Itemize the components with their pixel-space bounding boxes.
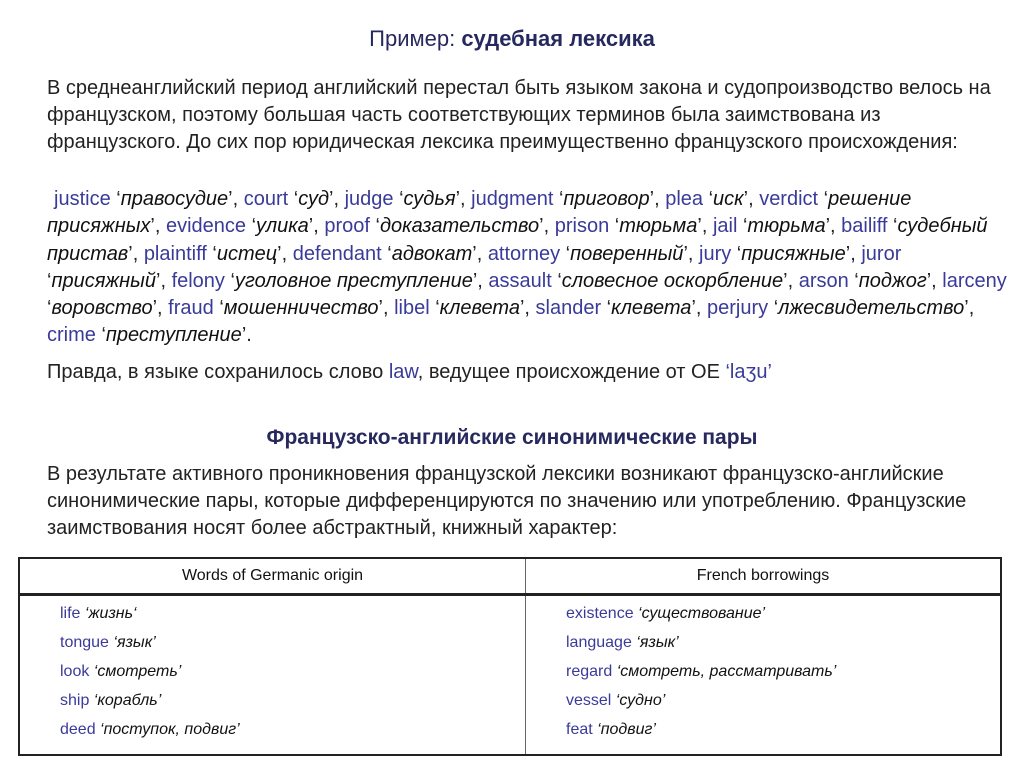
pair-russian: ‘корабль’ <box>93 692 162 709</box>
term-item: perjury ‘лжесвидетельство’, <box>707 297 975 320</box>
table-header-row <box>19 558 1001 595</box>
pair-english: deed <box>60 721 101 738</box>
table-row <box>19 595 1001 756</box>
term-item: proof ‘доказательство’, <box>324 215 555 238</box>
header-french: French borrowings <box>526 558 1002 595</box>
term-item: libel ‘клевета’, <box>394 297 536 320</box>
word-pair <box>566 630 1000 659</box>
term-english: fraud <box>168 297 214 320</box>
header-germanic: Words of Germanic origin <box>19 558 526 595</box>
term-item: evidence ‘улика’, <box>165 215 325 238</box>
term-russian: уголовное преступление <box>234 269 473 292</box>
pair-english: look <box>60 663 94 680</box>
term-russian: решение присяжных <box>47 188 912 238</box>
term-item: bailiff ‘судебный пристав’, <box>47 215 988 265</box>
word-pair <box>566 688 1000 717</box>
term-russian: доказательство <box>379 215 540 238</box>
term-russian: клевета <box>611 297 692 320</box>
term-english: attorney <box>487 242 561 265</box>
term-item: juror ‘присяжный’, <box>47 242 902 292</box>
term-russian: клевета <box>439 297 520 320</box>
pair-english: existence <box>566 605 639 622</box>
pair-english: feat <box>566 721 598 738</box>
term-english: perjury <box>707 297 769 320</box>
section-title: Французско-английские синонимические пары <box>266 426 758 449</box>
term-russian: мошенничество <box>223 297 379 320</box>
pair-english: life <box>60 605 85 622</box>
pair-russian: ‘подвиг’ <box>597 721 656 738</box>
word-pair <box>60 630 525 659</box>
term-russian: адвокат <box>391 242 473 265</box>
germanic-words-cell <box>19 595 526 756</box>
pair-russian: ‘смотреть’ <box>93 663 182 680</box>
term-item: fraud ‘мошенничество’, <box>168 297 395 320</box>
term-russian: лжесвидетельство <box>778 297 965 320</box>
term-russian: судья <box>403 188 456 210</box>
term-item: defendant ‘адвокат’, <box>292 242 488 265</box>
word-pair <box>60 601 525 630</box>
word-pair <box>566 601 1000 630</box>
term-item: justice ‘правосудие’, <box>54 188 244 210</box>
term-russian: улика <box>256 215 309 238</box>
term-russian: тюрьма <box>747 215 826 238</box>
intro-paragraph: В среднеанглийский период английский перестал быть языком закона и судопроизводство велось на французском, поэтому большая часть соответствующих терминов была заимствована из французского. До сих пор юридическая лексика преимущественно французского происхождения: <box>47 77 991 153</box>
french-words-cell <box>526 595 1002 756</box>
pair-russian: ‘существование’ <box>638 605 766 622</box>
pair-english: ship <box>60 692 94 709</box>
term-item: assault ‘словесное оскорбление’, <box>488 269 799 292</box>
pair-english: language <box>566 634 637 651</box>
term-item: arson ‘поджог’, <box>798 269 943 292</box>
term-item: attorney ‘поверенный’, <box>487 242 699 265</box>
term-item: slander ‘клевета’, <box>535 297 707 320</box>
title-prefix: Пример <box>369 26 450 51</box>
term-russian: поверенный <box>570 242 684 265</box>
term-russian: поджог <box>858 269 927 292</box>
term-english: justice <box>54 188 111 210</box>
word-pair <box>566 659 1000 688</box>
pair-russian: ‘жизнь‘ <box>84 605 137 622</box>
term-english: plaintiff <box>143 242 207 265</box>
law-middle: , ведущее происхождение от OE <box>417 361 726 383</box>
term-english: arson <box>798 269 849 292</box>
pair-english: vessel <box>566 692 616 709</box>
section-paragraph: В результате активного проникновения французской лексики возникают французско-английские синонимические пары, которые дифференцируются по значению или употреблению. Французские заимствования носят более абстрактный, книжный характер: <box>47 463 967 539</box>
term-russian: правосудие <box>120 188 229 210</box>
term-english: juror <box>861 242 902 265</box>
term-item: crime ‘преступление’. <box>47 324 252 347</box>
term-russian: воровство <box>51 297 153 320</box>
synonym-pairs-table <box>18 557 1002 756</box>
word-pair <box>60 717 525 746</box>
term-russian: иск <box>713 188 744 210</box>
word-pair <box>60 659 525 688</box>
term-item: judgment ‘приговор’, <box>471 188 666 210</box>
term-english: bailiff <box>841 215 888 238</box>
pair-english: tongue <box>60 634 114 651</box>
term-english: prison <box>554 215 610 238</box>
word-pair <box>566 717 1000 746</box>
title-colon: : <box>449 26 462 51</box>
term-item: plaintiff ‘истец’, <box>143 242 293 265</box>
pair-russian: ‘судно’ <box>615 692 666 709</box>
term-item: felony ‘уголовное преступление’, <box>171 269 489 292</box>
term-english: libel <box>394 297 430 320</box>
term-english: judge <box>344 188 394 210</box>
page-title <box>0 26 1024 52</box>
term-item: court ‘суд’, <box>243 188 345 210</box>
term-english: larceny <box>942 269 1007 292</box>
term-english: assault <box>488 269 552 292</box>
term-english: evidence <box>165 215 247 238</box>
term-english: plea <box>665 188 704 210</box>
term-russian: истец <box>216 242 278 265</box>
pair-russian: ‘язык’ <box>636 634 679 651</box>
term-english: verdict <box>759 188 819 210</box>
term-english: slander <box>535 297 602 320</box>
term-item: verdict ‘решение присяжных’, <box>47 188 912 238</box>
term-english: jail <box>712 215 738 238</box>
term-item: jury ‘присяжные’, <box>699 242 862 265</box>
pair-russian: ‘поступок, подвиг’ <box>100 721 240 738</box>
term-english: defendant <box>292 242 382 265</box>
term-russian: преступление <box>105 324 242 347</box>
pair-english: regard <box>566 663 617 680</box>
term-russian: суд <box>298 188 330 210</box>
term-russian: тюрьма <box>619 215 698 238</box>
term-english: jury <box>699 242 732 265</box>
term-item: larceny ‘воровство’, <box>47 269 1007 320</box>
term-russian: приговор <box>563 188 650 210</box>
law-sentence <box>47 359 1012 386</box>
title-main: судебная лексика <box>461 26 655 51</box>
legal-terms-list <box>47 186 1012 350</box>
term-russian: судебный пристав <box>47 215 988 265</box>
law-word: law <box>388 361 418 383</box>
term-item: plea ‘иск’, <box>665 188 760 210</box>
term-item: prison ‘тюрьма’, <box>554 215 713 238</box>
term-russian: словесное оскорбление <box>561 269 784 292</box>
term-english: crime <box>47 324 96 347</box>
word-pair <box>60 688 525 717</box>
pair-russian: ‘язык’ <box>113 634 156 651</box>
term-english: court <box>243 188 289 210</box>
law-before: Правда, в языке сохранилось слово <box>47 361 389 383</box>
term-english: felony <box>171 269 225 292</box>
pair-russian: ‘смотреть, рассматривать’ <box>616 663 837 680</box>
term-russian: присяжные <box>741 242 846 265</box>
term-russian: присяжный <box>51 269 156 292</box>
term-item: jail ‘тюрьма’, <box>712 215 842 238</box>
term-english: proof <box>324 215 370 238</box>
term-item: judge ‘судья’, <box>344 188 472 210</box>
law-oe-word: ‘laʒu’ <box>725 361 772 383</box>
term-english: judgment <box>471 188 554 210</box>
